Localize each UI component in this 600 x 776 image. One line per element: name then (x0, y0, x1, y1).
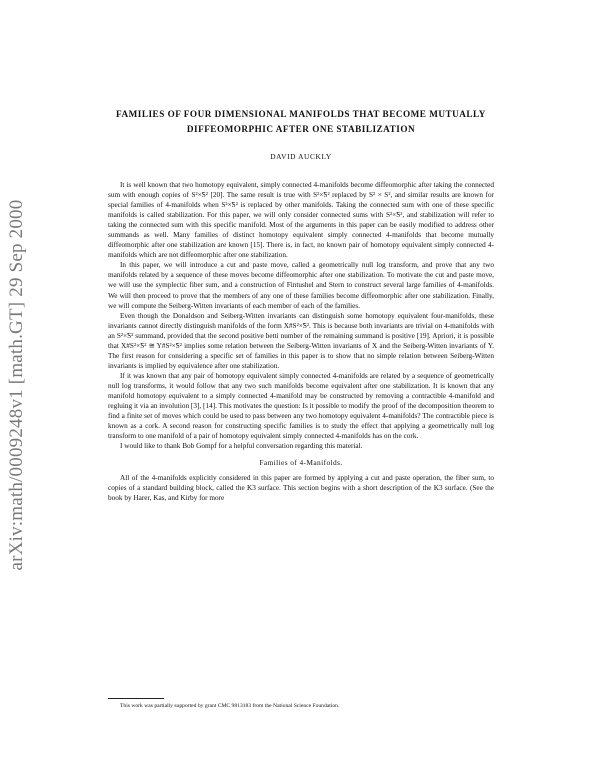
body-paragraph-3: Even though the Donaldson and Seiberg-Witten invariants can distinguish some homotopy equivalent four-manifolds, these invariants cannot directly distinguish manifolds of the form X#S²×̃S². This is because both invariants are trivial on 4-manifolds with an S²×̃S² summand, provided that the second positive betti number of the remaining summand is positive [19]. Apriori, it is possible that X#S²×̃S² ≅ Y#S²×̃S² implies some relation between the Seiberg-Witten invariants of X and the Seiberg-Witten invariants of Y. The first reason for considering a specific set of families in this paper is to show that no simple relation between Seiberg-Witten invariants is implied by equivalence after one stabilization. (108, 311, 494, 370)
paper-body (108, 180, 494, 503)
body-paragraph-5: I would like to thank Bob Gompf for a helpful conversation regarding this material. (120, 442, 363, 451)
body-paragraph-1: It is well known that two homotopy equivalent, simply connected 4-manifolds become diffeomorphic after taking the connected sum with enough copies of S²×̃S² [20]. The same result is true with S²×̃S² replaced by S² × S², and similar results are known for special families of 4-manifolds when S²×̃S² is replaced by other manifolds. Taking the connected sum with one of these specific manifolds is called stabilization. For this paper, we will only consider connected sums with S²×̃S², and stabilization will refer to taking the connected sum with this specific manifold. Most of the arguments in this paper can be easily modified to address other summands as well. Many families of distinct homotopy equivalent simply connected 4-manifolds that become mutually diffeomorphic after one stabilization are known [15]. There is, in fact, no known pair of homotopy equivalent simply connected 4-manifolds which are not diffeomorphic after one stabilization. (108, 181, 494, 260)
footnote: This work was partially supported by grant CMC 9813183 from the National Science Foundation. (120, 703, 340, 709)
paper-author: DAVID AUCKLY (270, 152, 332, 161)
footnote-divider (108, 698, 164, 699)
section-heading: Families of 4-Manifolds. (259, 458, 343, 468)
section-paragraph: All of the 4-manifolds explicitly considered in this paper are formed by applying a cut and paste operation, the fiber sum, to copies of a standard building block, called the K3 surface. This section begins with a short description of the K3 surface. (See the book by Harer, Kas, and Kirby for more (108, 474, 494, 503)
arxiv-identifier-text: arXiv:math/0009248v1 [math.GT] 29 Sep 2000 (6, 199, 27, 571)
paper-title: FAMILIES OF FOUR DIMENSIONAL MANIFOLDS THAT BECOME MUTUALLY DIFFEOMORPHIC AFTER ONE STABILIZATION (116, 109, 486, 134)
body-paragraph-2: In this paper, we will introduce a cut and paste move, called a geometrically null log transform, and prove that any two manifolds related by a sequence of these moves become diffeomorphic after one stabilization. To motivate the cut and paste move, we will use the symplectic fiber sum, and a construction of Fintushel and Stern to construct several large families of 4-manifolds. We will then proceed to prove that the members of any one of these families become diffeomorphic after one stabilization. Finally, we will compute the Seiberg-Witten invariants of each member of each of the families. (108, 261, 494, 310)
body-paragraph-4: If it was known that any pair of homotopy equivalent simply connected 4-manifolds are related by a sequence of geometrically null log transforms, it would follow that any two such manifolds become equivalent after one stabilization. It is known that any manifold homotopy equivalent to a simply connected 4-manifold may be constructed by removing a contractible 4-manifold and regluing it via an involution [3], [14]. This motivates the question: Is it possible to modify the proof of the decomposition theorem to find a finite set of moves which could be used to pass between any two homotopy equivalent 4-manifolds? The contractible piece is known as a cork. A second reason for constructing specific families is to study the effect that applying a geometrically null log transform to one manifold of a pair of homotopy equivalent simply connected 4-manifolds has on the cork. (108, 371, 494, 441)
arxiv-identifier-stamp (2, 185, 32, 585)
